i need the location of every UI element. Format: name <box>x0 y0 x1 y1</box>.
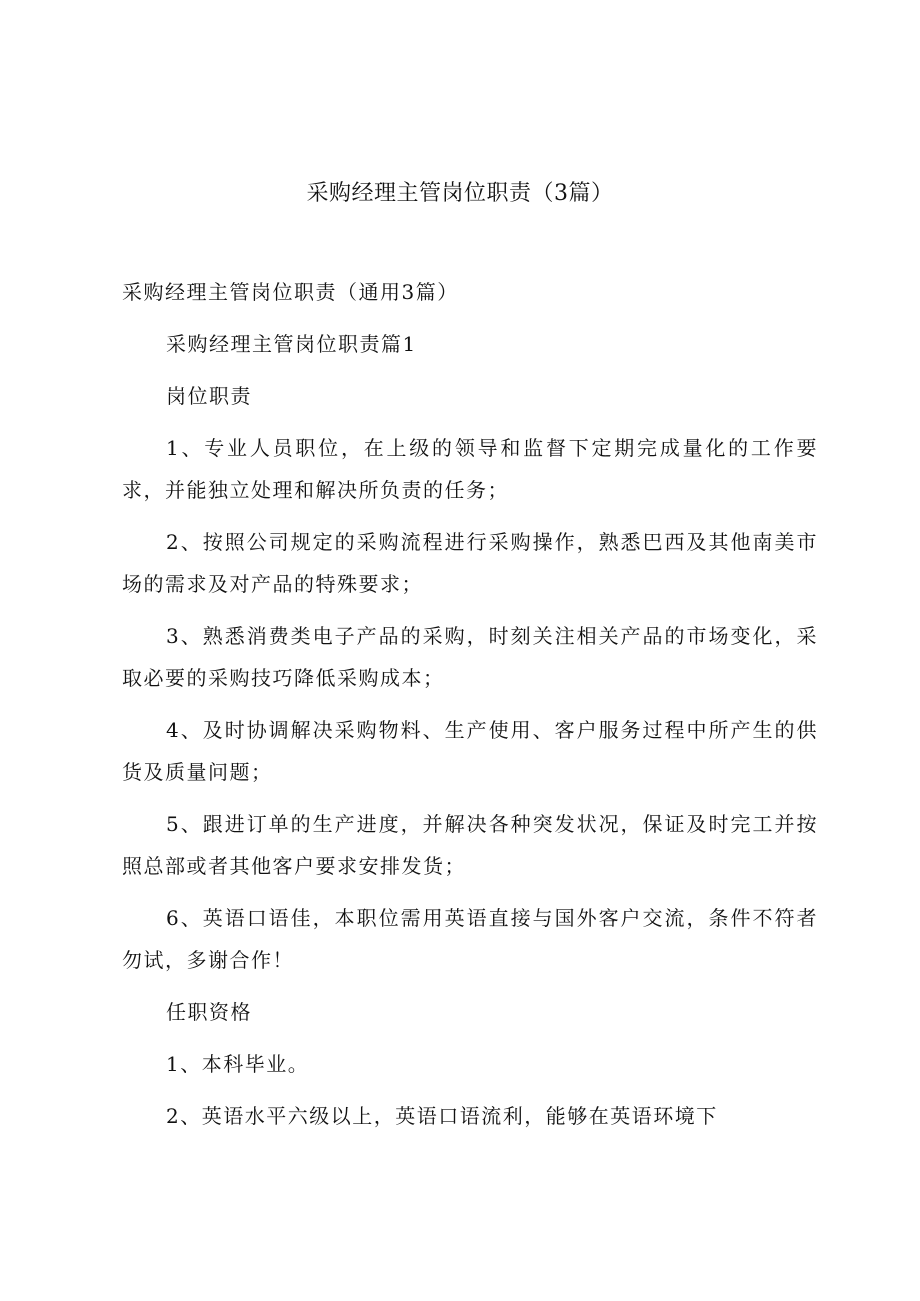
duty-item-6: 6、英语口语佳，本职位需用英语直接与国外客户交流，条件不符者勿试，多谢合作！ <box>122 906 818 972</box>
duty-item-3: 3、熟悉消费类电子产品的采购，时刻关注相关产品的市场变化，采取必要的采购技巧降低采购成本； <box>122 624 818 690</box>
duty-item-1: 1、专业人员职位，在上级的领导和监督下定期完成量化的工作要求，并能独立处理和解决所负责的任务； <box>122 436 818 502</box>
document-body <box>122 271 818 1147</box>
section-heading-duties: 岗位职责 <box>166 384 252 408</box>
qualification-item-1: 1、本科毕业。 <box>166 1052 310 1076</box>
section-heading-qualifications: 任职资格 <box>166 1000 252 1024</box>
subtitle-paragraph: 采购经理主管岗位职责（通用3篇） <box>122 280 459 304</box>
document-title: 采购经理主管岗位职责（3篇） <box>306 181 614 206</box>
duty-item-4: 4、及时协调解决采购物料、生产使用、客户服务过程中所产生的供货及质量问题； <box>122 718 818 784</box>
duty-item-5: 5、跟进订单的生产进度，并解决各种突发状况，保证及时完工并按照总部或者其他客户要求安排发货； <box>122 812 818 878</box>
qualification-item-2: 2、英语水平六级以上，英语口语流利，能够在英语环境下 <box>166 1104 718 1128</box>
section-heading-part-1: 采购经理主管岗位职责篇1 <box>166 332 417 356</box>
duty-item-2: 2、按照公司规定的采购流程进行采购操作，熟悉巴西及其他南美市场的需求及对产品的特殊要求； <box>122 530 818 596</box>
